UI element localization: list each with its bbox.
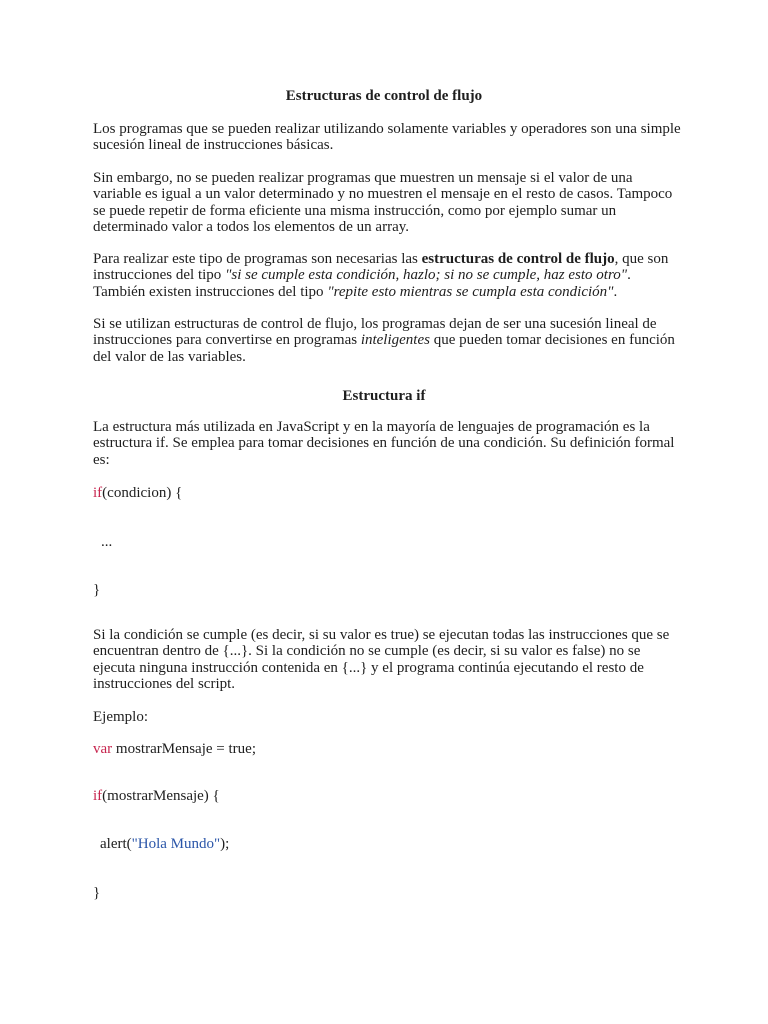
p3-text-2: , que son instrucciones del tipo — [93, 251, 669, 284]
p4-text-1: Si se utilizan estructuras de control de flujo, los programas dejan de ser una sucesión lineal de instrucciones para convertirse en programas — [93, 316, 657, 349]
paragraph-if-definition: La estructura más utilizada en JavaScript y en la mayoría de lenguajes de programación es la estructura if. Se emplea para tomar decisiones en función de una condición. Su definición formal es: — [93, 419, 675, 468]
code-keyword-if: if — [93, 485, 103, 501]
p4-italic: inteligentes — [360, 332, 430, 349]
code-alert-string: "Hola Mundo" — [131, 836, 221, 852]
code-alert-end: ); — [220, 836, 230, 852]
code-keyword-var: var — [93, 741, 113, 757]
code-var-assignment: mostrarMensaje = true; — [112, 741, 256, 757]
code-alert-call: alert( — [100, 836, 132, 852]
p3-text-3: . También existen instrucciones del tipo — [93, 267, 631, 300]
paragraph-limitations: Sin embargo, no se pueden realizar programas que muestren un mensaje si el valor de una variable es igual a un valor determinado y no muestren el mensaje en el resto de casos. Tampoco se puede repetir de forma eficiente una misma instrucción, como por ejemplo sumar un determinado valor a todos los elementos de un array. — [93, 170, 673, 235]
code-ellipsis: ... — [101, 534, 113, 550]
code-keyword-if-2: if — [93, 788, 103, 804]
code-close-brace: } — [93, 885, 101, 901]
p3-italic-2: "repite esto mientras se cumpla esta condición" — [327, 283, 614, 300]
p3-italic-1: "si se cumple esta condición, hazlo; si no se cumple, haz esto otro" — [225, 267, 628, 284]
code-var-line — [93, 741, 683, 757]
p3-text-4: . — [613, 283, 618, 300]
code-if-line — [93, 788, 683, 804]
document-title: Estructuras de control de flujo — [285, 88, 483, 104]
paragraph-control-structures — [93, 251, 683, 300]
code-if-condition: (mostrarMensaje) { — [102, 788, 220, 804]
code-alert-line — [100, 836, 690, 852]
paragraph-intro: Los programas que se pueden realizar utilizando solamente variables y operadores son una simple sucesión lineal de instrucciones básicas. — [93, 121, 681, 154]
code-if-close: } — [93, 582, 101, 598]
p3-text-1: Para realizar este tipo de programas son necesarias las — [93, 251, 422, 267]
paragraph-if-explanation: Si la condición se cumple (es decir, si su valor es true) se ejecutan todas las instrucciones que se encuentran dentro de {...}. Si la condición no se cumple (es decir, si su valor es false) no se ejecuta ninguna instrucción contenida en {...} y el programa continúa ejecutando el resto de instrucciones del script. — [93, 627, 670, 692]
section-title-if: Estructura if — [342, 388, 426, 404]
p4-text-2: que pueden tomar decisiones en función del valor de las variables. — [93, 332, 675, 365]
paragraph-smart-programs — [93, 316, 683, 365]
example-label: Ejemplo: — [93, 709, 148, 725]
p3-bold-term: estructuras de control de flujo — [421, 251, 615, 267]
code-condition: (condicion) { — [102, 485, 183, 501]
code-if-open — [93, 485, 683, 501]
